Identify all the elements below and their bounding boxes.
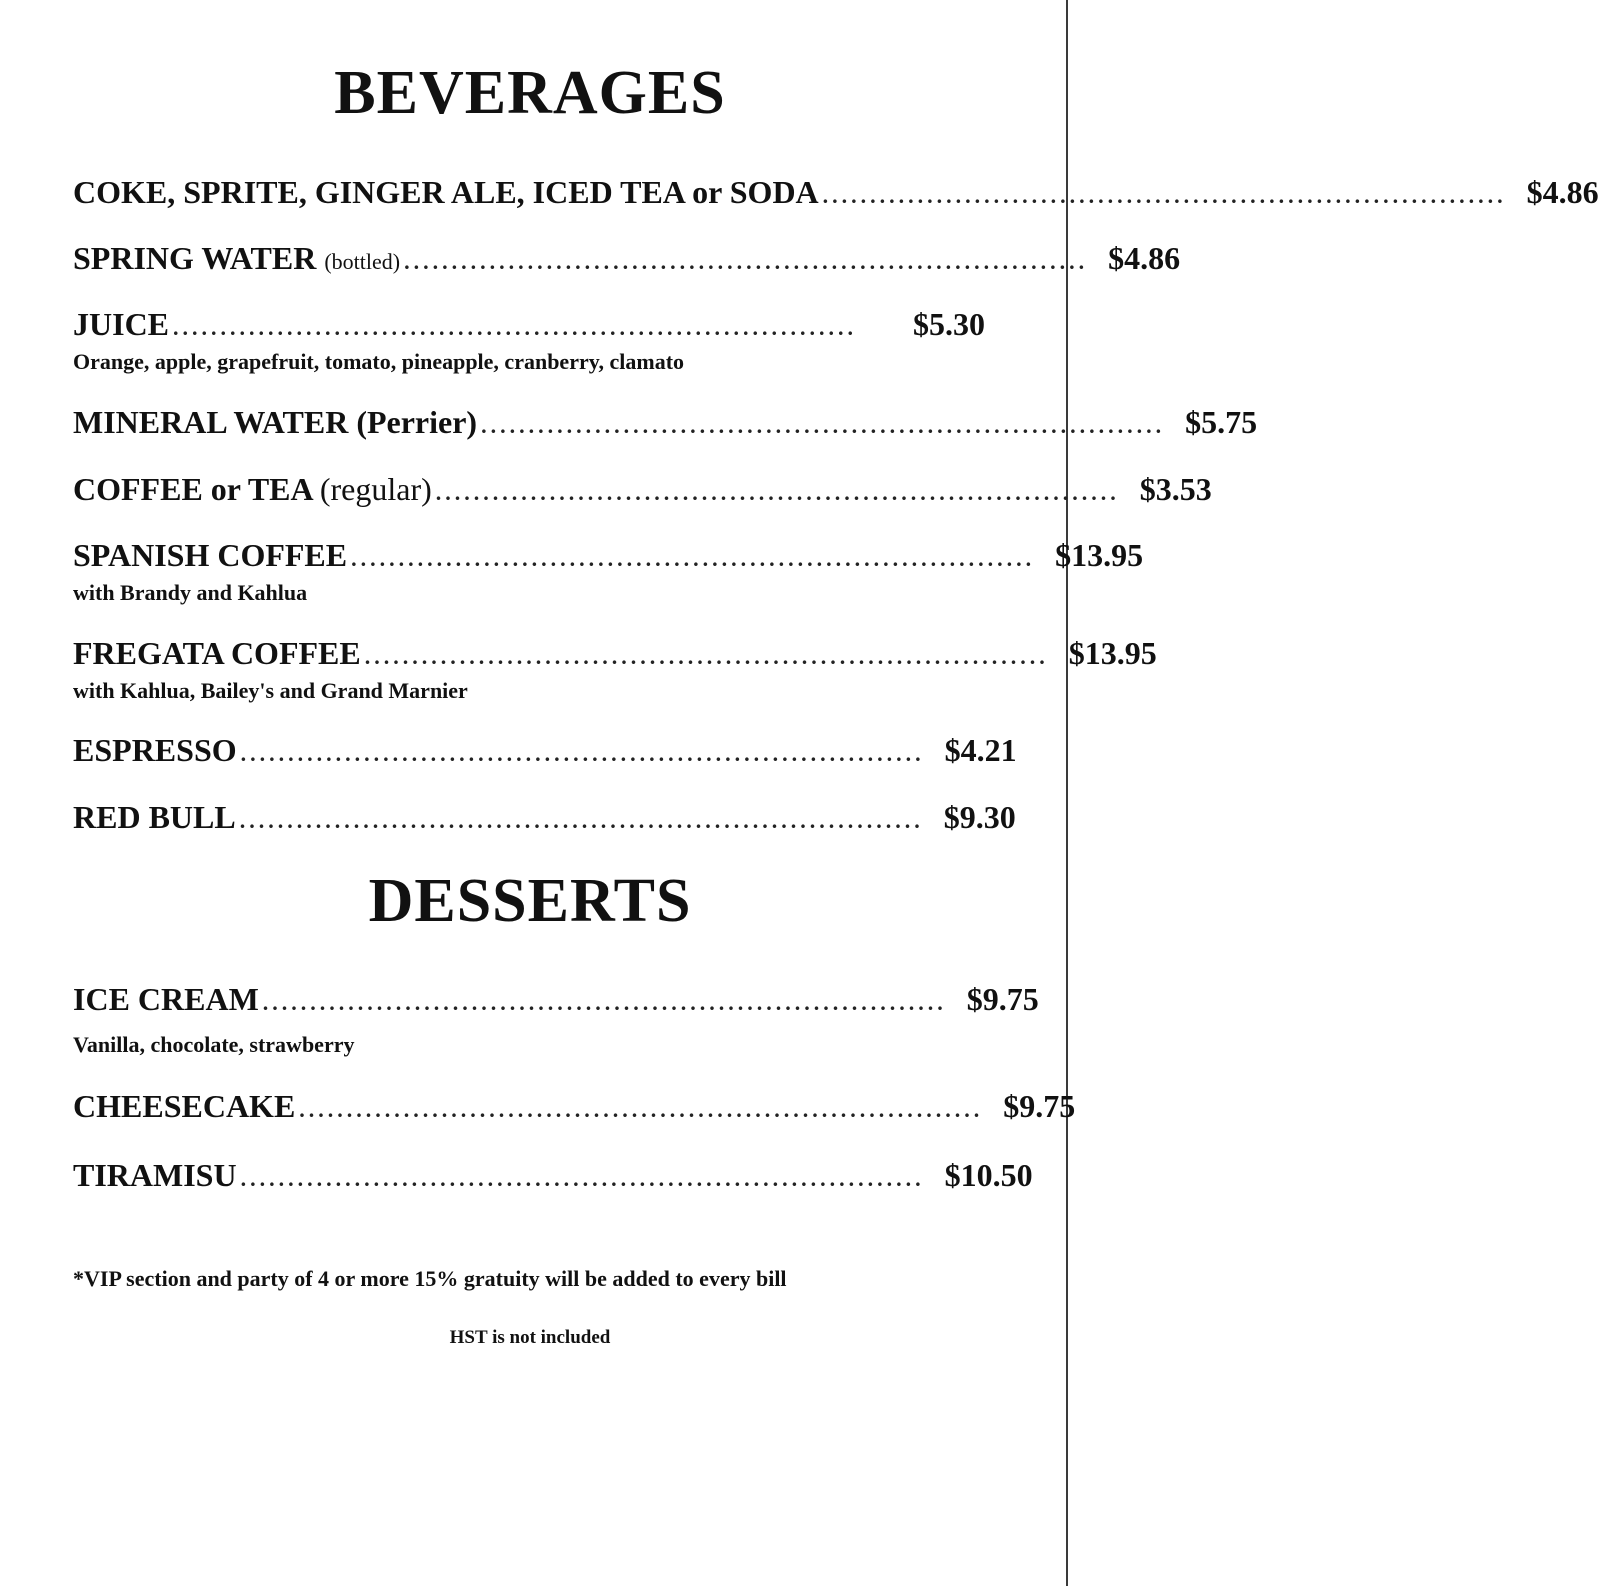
item-name: SPANISH COFFEE — [73, 537, 348, 573]
beverages-heading: BEVERAGES — [334, 59, 726, 127]
item-price: $4.21 — [944, 732, 1017, 768]
item-name: RED BULL — [73, 799, 236, 835]
item-price: $9.75 — [1003, 1088, 1076, 1124]
menu-item-mineral-water — [73, 403, 1258, 445]
dot-leader: ........................................................................ — [822, 183, 1507, 208]
item-price: $5.75 — [1185, 404, 1258, 440]
dot-leader: ........................................................................ — [481, 413, 1166, 438]
menu-item-spring-water — [73, 239, 1181, 281]
menu-item-cheesecake — [73, 1087, 1076, 1129]
dot-leader: ........................................................................ — [262, 990, 947, 1015]
menu-item-ice-cream — [73, 980, 1039, 1058]
item-name: FREGATA COFFEE — [73, 635, 361, 671]
menu-item-red-bull — [73, 798, 1016, 840]
dot-leader: ........................................................................ — [404, 249, 1089, 274]
menu-item-spanish-coffee — [73, 536, 1144, 606]
dot-leader: ........................................................................ — [351, 546, 1036, 571]
menu-item-fregata-coffee — [73, 634, 1157, 704]
item-description: Orange, apple, grapefruit, tomato, pineapple, cranberry, clamato — [73, 349, 685, 374]
menu-item-juice — [73, 305, 985, 375]
item-price: $4.86 — [1526, 174, 1599, 210]
item-description: Vanilla, chocolate, strawberry — [73, 1032, 355, 1057]
item-price: $13.95 — [1068, 635, 1157, 671]
gratuity-note: *VIP section and party of 4 or more 15% gratuity will be added to every bill — [73, 1266, 787, 1291]
menu-item-espresso — [73, 731, 1017, 773]
item-name: MINERAL WATER (Perrier) — [73, 404, 478, 440]
item-name: CHEESECAKE — [73, 1088, 296, 1124]
item-name: COKE, SPRITE, GINGER ALE, ICED TEA or SODA — [73, 174, 819, 210]
item-price: $10.50 — [944, 1157, 1033, 1193]
dot-leader: ........................................................................ — [364, 644, 1049, 669]
item-note: (regular) — [319, 471, 432, 507]
item-price: $9.75 — [966, 981, 1039, 1017]
item-name: ICE CREAM — [73, 981, 259, 1017]
item-price: $9.30 — [943, 799, 1016, 835]
menu-item-soft-drinks — [73, 173, 1599, 215]
dot-leader: ........................................................................ — [299, 1097, 984, 1122]
item-description: with Kahlua, Bailey's and Grand Marnier — [73, 678, 468, 703]
item-name: ESPRESSO — [73, 732, 237, 768]
item-name: COFFEE or TEA (regular) — [73, 471, 432, 507]
dot-leader: ........................................................................ — [239, 808, 924, 833]
menu-item-coffee-tea — [73, 470, 1212, 512]
item-description: with Brandy and Kahlua — [73, 580, 308, 605]
dot-leader: ........................................................................ — [435, 480, 1120, 505]
menu-item-tiramisu — [73, 1156, 1033, 1198]
dot-leader: ........................................................................ — [240, 1166, 925, 1191]
tax-note: HST is not included — [449, 1327, 611, 1348]
item-name: TIRAMISU — [73, 1157, 237, 1193]
item-price: $13.95 — [1055, 537, 1144, 573]
item-price: $3.53 — [1139, 471, 1212, 507]
item-name: JUICE — [73, 306, 170, 342]
item-price: $5.30 — [913, 306, 985, 342]
item-note: (bottled) — [324, 249, 401, 274]
item-price: $4.86 — [1108, 240, 1181, 276]
desserts-heading: DESSERTS — [368, 867, 692, 935]
item-name: SPRING WATER (bottled) — [73, 240, 401, 276]
dot-leader: ........................................................................ — [173, 315, 858, 340]
dot-leader: ........................................................................ — [240, 741, 925, 766]
